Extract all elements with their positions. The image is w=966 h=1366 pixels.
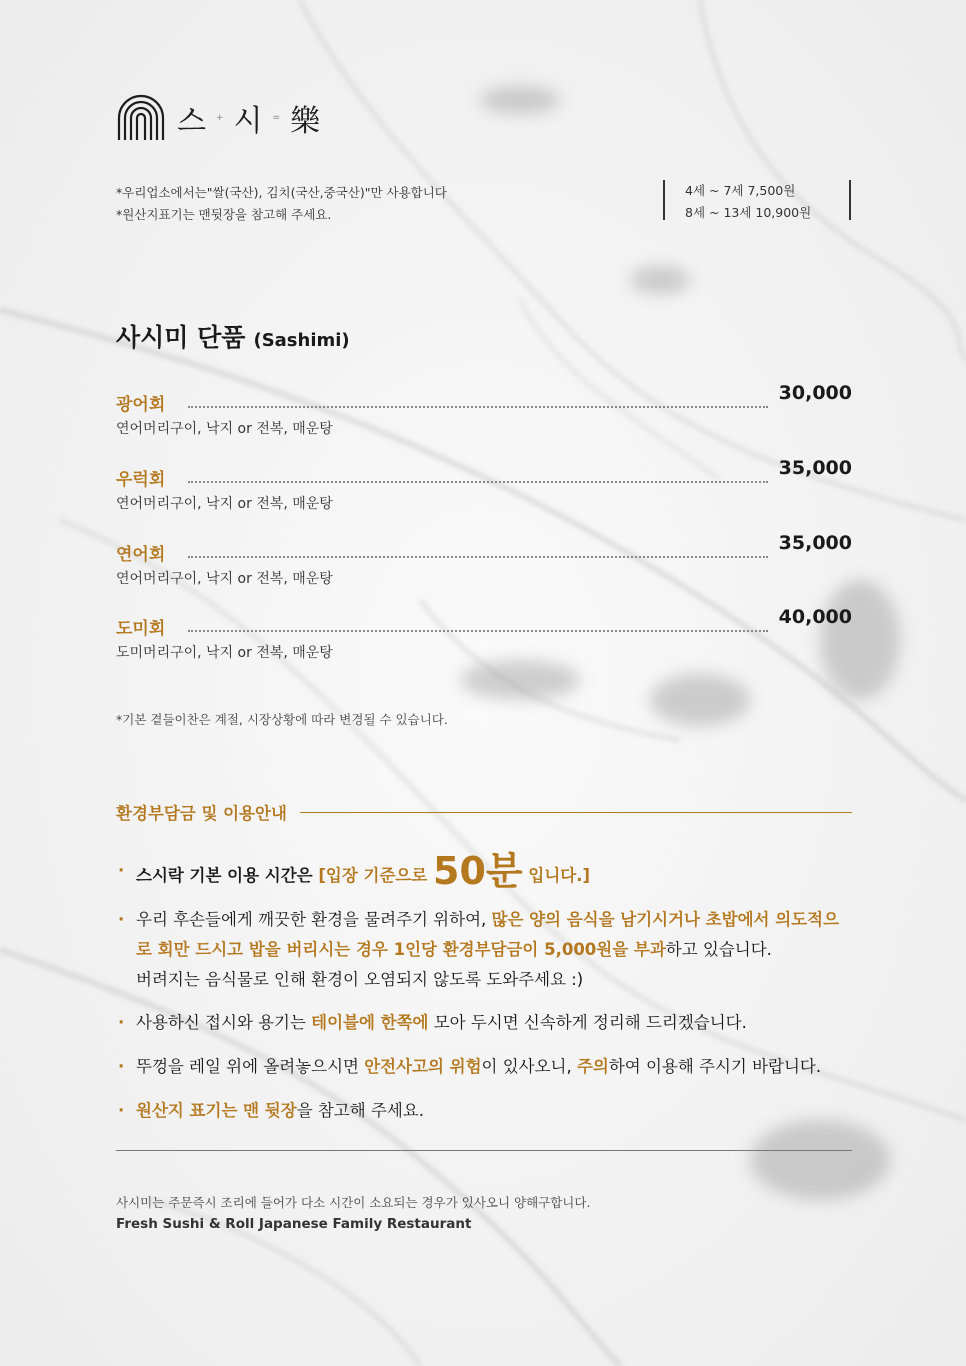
rule-time-highlight: 50분 [433, 849, 523, 893]
rule-highlight: 테이블에 한쪽에 [311, 1013, 429, 1032]
section-subtitle: (Sashimi) [253, 330, 350, 351]
menu-item-price: 40,000 [778, 606, 852, 628]
usage-rule-text [136, 905, 848, 995]
child-price-box [663, 180, 851, 220]
menu-item [116, 459, 852, 519]
rule-text: 뚜껑을 레일 위에 올려놓으시면 [136, 1057, 365, 1076]
restaurant-slogan: Fresh Sushi & Roll Japanese Family Restaurant [116, 1216, 472, 1232]
footer-divider [116, 1150, 852, 1151]
menu-item-desc: 연어머리구이, 낙지 or 전복, 매운탕 [116, 421, 333, 437]
dotted-leader [188, 406, 768, 408]
rule-highlight: 주의 [576, 1057, 609, 1076]
usage-rule-text [136, 1096, 848, 1126]
menu-item-name: 광어회 [116, 395, 166, 415]
bullet-dot: · [118, 1101, 125, 1120]
usage-rule-waste-fee [118, 905, 848, 995]
rule-text: 사용하신 접시와 용기는 [136, 1013, 312, 1032]
usage-rule-text [136, 1008, 848, 1038]
dotted-leader [188, 556, 768, 558]
child-price-1: 4세 ~ 7세 7,500원 [685, 183, 796, 198]
menu-item [116, 534, 852, 594]
logo-char-3: 樂 [290, 104, 321, 139]
origin-note-2: *원산지표기는 맨뒷장을 참고해 주세요. [116, 207, 332, 222]
rule-text: 버려지는 음식물로 인해 환경이 오염되지 않도록 도와주세요 :) [136, 970, 584, 989]
menu-item-name: 도미회 [116, 619, 166, 639]
origin-notes [116, 182, 447, 226]
logo-char-1: 스 [177, 104, 206, 139]
menu-item-price: 35,000 [778, 457, 852, 479]
section-title [116, 318, 350, 354]
usage-guide-title: 환경부담금 및 이용안내 [116, 804, 287, 823]
usage-rule-time [118, 849, 848, 893]
usage-rule-lid [118, 1052, 848, 1082]
logo-wordmark [177, 96, 320, 140]
menu-item-desc: 연어머리구이, 낙지 or 전복, 매운탕 [116, 496, 333, 512]
usage-rule-text [136, 1052, 848, 1082]
rule-highlight: 많은 양의 음식을 남기시거나 초밥에서 의도적으로 회만 드시고 밥을 버리시는 경우 1인당 환경부담금이 5,000원을 부과 [136, 910, 840, 959]
rule-text: 우리 후손들에게 깨끗한 환경을 물려주기 위하여, [136, 910, 492, 929]
usage-guide-divider [300, 812, 852, 813]
rule-text: 하여 이용해 주시기 바랍니다. [608, 1057, 822, 1076]
logo-separator-equals: = [272, 113, 281, 123]
brand-logo [115, 92, 320, 144]
dotted-leader [188, 481, 768, 483]
side-dish-note: *기본 곁들이찬은 계절, 시장상황에 따라 변경될 수 있습니다. [116, 712, 448, 727]
rule-text: 모아 두시면 신속하게 정리해 드리겠습니다. [428, 1013, 747, 1032]
bullet-dot: · [118, 1057, 125, 1076]
rule-highlight: 안전사고의 위험 [364, 1057, 482, 1076]
rule-text: 을 참고해 주세요. [296, 1101, 424, 1120]
bullet-dot: · [118, 861, 125, 880]
rule-text: 스시락 기본 이용 시간은 [136, 866, 319, 885]
logo-mark-icon [115, 92, 167, 144]
rule-highlight: [입장 기준으로 [318, 866, 434, 885]
usage-rule-dishes [118, 1008, 848, 1038]
dotted-leader [188, 630, 768, 632]
rule-highlight: 입니다.] [522, 866, 591, 885]
origin-note-1: *우리업소에서는"쌀(국산), 김치(국산,중국산)"만 사용합니다 [116, 185, 447, 200]
menu-item-price: 35,000 [778, 532, 852, 554]
bullet-dot: · [118, 910, 125, 929]
bullet-dot: · [118, 1013, 125, 1032]
menu-item-desc: 도미머리구이, 낙지 or 전복, 매운탕 [116, 645, 333, 661]
rule-highlight: 원산지 표기는 맨 뒷장 [136, 1101, 297, 1120]
menu-item-desc: 연어머리구이, 낙지 or 전복, 매운탕 [116, 571, 333, 587]
menu-item-name: 연어회 [116, 545, 166, 565]
usage-rule-text [136, 849, 848, 893]
menu-item [116, 384, 852, 444]
menu-item [116, 608, 852, 668]
menu-item-price: 30,000 [778, 382, 852, 404]
logo-separator-plus: + [215, 113, 224, 123]
usage-rule-origin [118, 1096, 848, 1126]
rule-text: 하고 있습니다. [665, 940, 772, 959]
logo-char-2: 시 [233, 104, 263, 139]
closing-note: 사시미는 주문즉시 조리에 들어가 다소 시간이 소요되는 경우가 있사오니 양해구합니다. [116, 1195, 591, 1210]
rule-text: 이 있사오니, [481, 1057, 577, 1076]
menu-item-name: 우럭회 [116, 470, 166, 490]
child-price-2: 8세 ~ 13세 10,900원 [685, 205, 812, 220]
section-title-ko: 사시미 단품 [116, 323, 246, 352]
